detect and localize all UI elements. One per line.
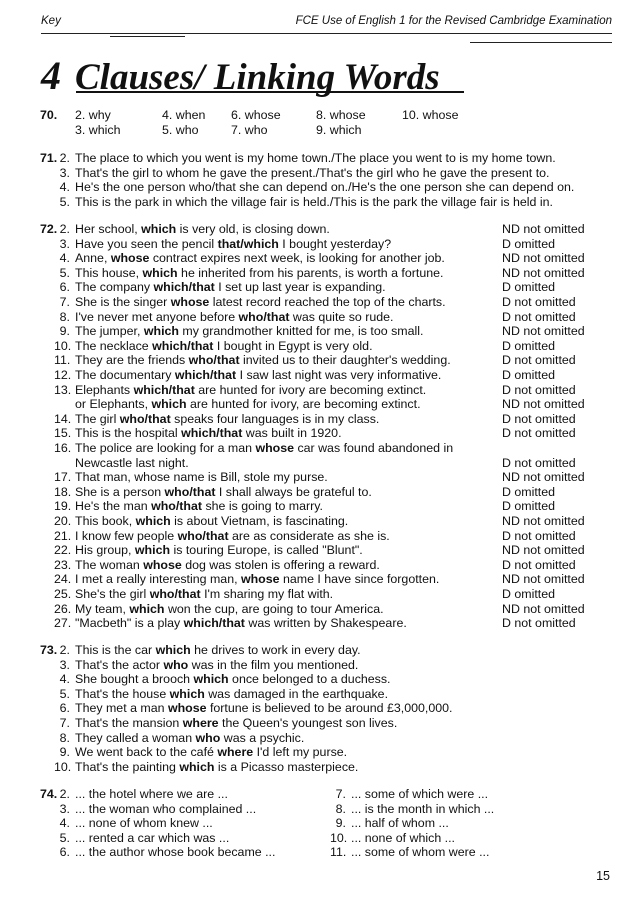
sentence-text: He's the man — [75, 499, 152, 514]
header-divider — [41, 33, 612, 34]
item-number: 8. — [59, 730, 70, 745]
chapter-title: Clauses/ Linking Words — [75, 57, 440, 98]
relative-pronoun: who — [195, 730, 221, 745]
sentence-row — [54, 383, 426, 398]
sentence-text: was quite so rude. — [289, 309, 394, 324]
sentence-text: She is the singer — [75, 295, 171, 309]
sentence-text: That's the painting — [75, 759, 180, 774]
sentence-row — [54, 195, 553, 210]
sentence-text: The police are looking for a man — [75, 441, 256, 455]
sentence-text: This house, — [75, 265, 143, 280]
clause-type-result: D omitted — [502, 280, 556, 295]
sentence-text: I set up last year is expanding. — [214, 280, 386, 295]
sentence-text: That's the girl to whom he gave the present./That's the girl who he gave the present to. — [75, 165, 550, 180]
item-number: 27. — [54, 616, 72, 631]
relative-pronoun: which/that — [153, 280, 215, 295]
exercise-number: 73. — [40, 643, 58, 657]
phrase-row — [330, 802, 494, 817]
relative-pronoun: whose — [167, 701, 207, 716]
relative-pronoun: whose — [143, 557, 182, 572]
clause-type-result: D not omitted — [502, 295, 576, 309]
sentence-text: This is the car — [75, 643, 156, 657]
sentence-row — [54, 151, 556, 166]
sentence-text: His group, — [75, 543, 135, 558]
answer: 4. when — [162, 108, 206, 122]
item-number: 18. — [54, 484, 72, 499]
sentence-row — [54, 485, 372, 500]
relative-pronoun: which — [155, 643, 191, 657]
sentence-row — [54, 658, 358, 673]
sentence-text: She's the girl — [75, 587, 150, 601]
sentence-text: is touring Europe, is called "Blunt". — [170, 543, 363, 558]
clause-type-result: D not omitted — [502, 382, 576, 397]
clause-type-result: ND not omitted — [502, 222, 585, 236]
phrase-text: ... none of which ... — [351, 830, 456, 845]
exercise-number: 70. — [40, 108, 58, 122]
answer: 7. who — [231, 123, 268, 137]
item-number: 6. — [59, 701, 70, 716]
answer: 6. whose — [231, 108, 281, 122]
phrase-row — [54, 787, 228, 802]
relative-pronoun: which — [142, 265, 178, 280]
sentence-row — [54, 368, 441, 383]
sentence-text: The documentary — [75, 368, 175, 382]
sentence-text: Her school, — [75, 222, 142, 236]
relative-pronoun: who/that — [151, 499, 202, 514]
sentence-text: was in the film you mentioned. — [188, 657, 359, 672]
relative-pronoun: which — [151, 397, 187, 412]
sentence-text: is very old, is closing down. — [176, 222, 330, 236]
exercise-number: 74. — [40, 787, 58, 801]
sentence-text: Have you seen the pencil — [75, 236, 218, 251]
relative-pronoun: which — [143, 324, 179, 339]
sentence-text: This is the hospital — [75, 426, 182, 441]
item-number: 3. — [59, 165, 70, 180]
item-number: 7. — [59, 716, 70, 730]
sentence-row — [54, 731, 304, 746]
answer: 2. why — [75, 108, 111, 122]
sentence-text: I know few people — [75, 528, 178, 543]
clause-type-result: D omitted — [502, 338, 556, 353]
sentence-row — [54, 543, 363, 558]
phrase-text: ... is the month in which ... — [351, 801, 495, 816]
item-number: 9. — [59, 745, 70, 760]
sentence-row — [54, 760, 358, 775]
sentence-row — [54, 237, 391, 252]
chapter-number: 4 — [41, 53, 61, 98]
item-number: 21. — [54, 528, 72, 543]
clause-type-result: D omitted — [502, 484, 556, 499]
relative-pronoun: whose — [240, 572, 280, 587]
relative-pronoun: whose — [110, 251, 150, 266]
item-number: 3. — [59, 657, 70, 672]
answer: 3. which — [75, 123, 121, 137]
sentence-text: We went back to the café — [75, 745, 218, 760]
item-number: 4. — [59, 672, 70, 687]
phrase-row — [330, 831, 455, 846]
relative-pronoun: which/that — [133, 382, 195, 397]
phrase-text: ... half of whom ... — [351, 816, 449, 831]
phrase-text: ... some of whom were ... — [351, 845, 490, 860]
sentence-row — [54, 514, 348, 529]
answer: 10. whose — [402, 108, 459, 122]
sentence-text: dog was stolen is offering a reward. — [181, 557, 380, 572]
item-number: 6. — [59, 280, 70, 295]
item-number: 9. — [59, 324, 70, 339]
relative-pronoun: who/that — [177, 528, 229, 543]
answer: 5. who — [162, 123, 199, 137]
sentence-text: They called a woman — [75, 730, 196, 745]
sentence-row — [54, 166, 549, 181]
sentence-text: This book, — [75, 514, 136, 528]
sentence-text: are as considerate as she is. — [228, 528, 390, 543]
relative-pronoun: who/that — [164, 484, 216, 499]
sentence-row — [54, 324, 423, 339]
sentence-row — [54, 745, 347, 760]
sentence-text: That's the mansion — [75, 716, 183, 730]
item-number: 5. — [59, 830, 70, 845]
clause-type-result: D not omitted — [502, 557, 576, 572]
sentence-text: was a psychic. — [220, 730, 305, 745]
item-number: 25. — [54, 587, 72, 601]
phrase-row — [54, 802, 256, 817]
item-number: 4. — [59, 251, 70, 266]
clause-type-result: ND not omitted — [502, 514, 585, 528]
item-number: 6. — [59, 845, 70, 860]
sentence-text: I shall always be grateful to. — [215, 484, 372, 499]
clause-type-result: D not omitted — [502, 528, 576, 543]
item-number: 4. — [59, 816, 70, 831]
clause-type-result: D omitted — [502, 236, 556, 251]
sentence-text: once belonged to a duchess. — [228, 672, 391, 687]
sentence-text: car was found abandoned in — [294, 441, 454, 455]
sentence-text: latest record reached the top of the charts. — [209, 295, 446, 309]
item-number: 5. — [59, 686, 70, 701]
item-number: 7. — [59, 295, 70, 309]
clause-type-result: ND not omitted — [502, 470, 585, 485]
item-number: 7. — [335, 787, 346, 801]
clause-type-result: ND not omitted — [502, 397, 585, 412]
phrase-row — [54, 816, 213, 831]
item-number: 3. — [59, 236, 70, 251]
sentence-text: name I have since forgotten. — [279, 572, 440, 587]
sentence-text: invited us to their daughter's wedding. — [239, 353, 451, 368]
title-underline — [76, 91, 464, 93]
sentence-text: are hunted for ivory, are becoming extinct. — [186, 397, 421, 412]
phrase-text: ... some of which were ... — [351, 787, 489, 801]
sentence-text: Elephants — [75, 382, 134, 397]
item-number: 22. — [54, 543, 72, 558]
item-number: 26. — [54, 601, 72, 616]
clause-type-result: D not omitted — [502, 426, 576, 441]
sentence-text: This is the park in which the village fair is held./This is the park the village fair is held in. — [75, 194, 553, 209]
sentence-row — [54, 397, 421, 412]
relative-pronoun: which — [193, 672, 229, 687]
item-number: 2. — [59, 787, 70, 801]
clause-type-result: ND not omitted — [502, 572, 585, 587]
sentence-text: fortune is believed to be around £3,000,000. — [206, 701, 453, 716]
item-number: 5. — [59, 194, 70, 209]
relative-pronoun: who/that — [119, 411, 171, 426]
clause-type-result: ND not omitted — [502, 324, 585, 339]
item-number: 4. — [59, 180, 70, 195]
sentence-text: the Queen's youngest son lives. — [218, 716, 398, 730]
sentence-text: was damaged in the earthquake. — [204, 686, 389, 701]
relative-pronoun: which — [135, 514, 171, 528]
sentence-text: The company — [75, 280, 154, 295]
clause-type-result: ND not omitted — [502, 543, 585, 558]
sentence-text: I'm sharing my flat with. — [200, 587, 334, 601]
relative-pronoun: which/that — [152, 338, 214, 353]
phrase-row — [330, 845, 489, 860]
clause-type-result: D not omitted — [502, 353, 576, 368]
sentence-text: My team, — [75, 601, 130, 616]
item-number: 10. — [54, 759, 72, 774]
relative-pronoun: which — [179, 759, 215, 774]
sentence-text: contract expires next week, is looking for another job. — [149, 251, 445, 266]
item-number: 2. — [59, 222, 70, 236]
item-number: 2. — [59, 151, 70, 165]
phrase-row — [54, 831, 229, 846]
relative-pronoun: which — [129, 601, 165, 616]
header-divider-short — [110, 36, 185, 37]
sentence-text: are hunted for ivory are becoming extinct. — [194, 382, 427, 397]
sentence-text: speaks four languages is in my class. — [170, 411, 380, 426]
sentence-row — [54, 222, 330, 237]
clause-type-result: D omitted — [502, 368, 556, 382]
phrase-text: ... the author whose book became ... — [75, 845, 276, 860]
relative-pronoun: where — [182, 716, 219, 730]
sentence-text: "Macbeth" is a play — [75, 616, 184, 631]
sentence-row — [54, 602, 384, 617]
phrase-text: ... none of whom knew ... — [75, 816, 213, 831]
sentence-text: That's the house — [75, 686, 170, 701]
clause-type-result: D not omitted — [502, 309, 576, 324]
sentence-text: he drives to work in every day. — [190, 643, 361, 657]
sentence-text: won the cup, are going to tour America. — [164, 601, 384, 616]
item-number: 11. — [54, 353, 71, 368]
item-number: 10. — [54, 338, 72, 353]
sentence-row — [54, 426, 342, 441]
sentence-text: The girl — [75, 411, 120, 426]
sentence-row — [54, 295, 446, 310]
sentence-row — [54, 266, 443, 281]
sentence-text: She is a person — [75, 484, 165, 499]
sentence-row — [54, 687, 388, 702]
sentence-row — [54, 310, 394, 325]
exercise-number: 71. — [40, 151, 58, 165]
item-number: 13. — [54, 382, 72, 397]
answer: 8. whose — [316, 108, 366, 122]
exercise-number: 72. — [40, 222, 58, 236]
header-divider-right — [470, 42, 612, 43]
sentence-text: I bought in Egypt is very old. — [213, 338, 373, 353]
sentence-text: They met a man — [75, 701, 168, 716]
clause-type-result: D not omitted — [502, 455, 576, 470]
item-number: 11. — [330, 845, 347, 860]
sentence-text: I met a really interesting man, — [75, 572, 241, 587]
clause-type-result: ND not omitted — [502, 251, 585, 266]
sentence-row — [54, 470, 328, 485]
item-number: 8. — [59, 309, 70, 324]
sentence-text: I bought yesterday? — [278, 236, 392, 251]
relative-pronoun: who/that — [238, 309, 290, 324]
sentence-row — [54, 558, 380, 573]
relative-pronoun: who/that — [188, 353, 240, 368]
sentence-text: my grandmother knitted for me, is too small. — [178, 324, 424, 339]
relative-pronoun: which — [134, 543, 171, 558]
clause-type-result: D omitted — [502, 499, 556, 514]
header-left: Key — [41, 15, 61, 27]
sentence-row — [54, 643, 361, 658]
item-number: 19. — [54, 499, 72, 514]
sentence-row — [54, 616, 407, 631]
item-number: 16. — [54, 441, 72, 455]
sentence-row — [54, 441, 453, 456]
sentence-text: The place to which you went is my home town./The place you went to is my home town. — [75, 151, 556, 165]
sentence-row — [54, 716, 397, 731]
sentence-row — [54, 499, 323, 514]
sentence-text: Anne, — [75, 251, 111, 266]
item-number: 20. — [54, 514, 72, 528]
sentence-text: I saw last night was very informative. — [236, 368, 442, 382]
sentence-row — [54, 353, 451, 368]
sentence-row — [54, 456, 189, 471]
sentence-row — [54, 572, 439, 587]
sentence-text: The woman — [75, 557, 144, 572]
phrase-row — [330, 816, 449, 831]
item-number: 17. — [54, 470, 72, 485]
sentence-text: I've never met anyone before — [75, 309, 239, 324]
sentence-text: was built in 1920. — [242, 426, 342, 441]
sentence-text: They are the friends — [75, 353, 189, 368]
clause-type-result: D not omitted — [502, 616, 576, 631]
item-number: 10. — [330, 830, 348, 845]
sentence-text: He's the one person who/that she can depend on./He's the one person she can depend on. — [75, 180, 575, 195]
sentence-row — [54, 587, 333, 602]
item-number: 8. — [335, 801, 346, 816]
relative-pronoun: which/that — [174, 368, 237, 382]
sentence-text: or Elephants, — [75, 397, 152, 412]
relative-pronoun: who/that — [149, 587, 201, 601]
relative-pronoun: whose — [170, 295, 210, 309]
clause-type-result: ND not omitted — [502, 265, 585, 280]
item-number: 2. — [59, 643, 70, 657]
item-number: 23. — [54, 557, 72, 572]
item-number: 24. — [54, 572, 72, 587]
page-number: 15 — [596, 869, 610, 883]
item-number: 9. — [335, 816, 346, 831]
sentence-text: is a Picasso masterpiece. — [214, 759, 359, 774]
item-number: 15. — [54, 426, 72, 441]
sentence-row — [54, 339, 373, 354]
phrase-row — [330, 787, 488, 802]
relative-pronoun: which/that — [181, 426, 243, 441]
phrase-text: ... the hotel where we are ... — [75, 787, 228, 801]
sentence-row — [54, 180, 574, 195]
relative-pronoun: that/which — [217, 236, 279, 251]
sentence-row — [54, 280, 386, 295]
sentence-text: Newcastle last night. — [75, 455, 189, 470]
sentence-row — [54, 672, 391, 687]
relative-pronoun: who — [163, 657, 189, 672]
sentence-row — [54, 529, 390, 544]
sentence-row — [54, 251, 445, 266]
answer: 9. which — [316, 123, 362, 137]
relative-pronoun: which — [169, 686, 205, 701]
sentence-row — [54, 412, 379, 427]
sentence-text: she is going to marry. — [202, 499, 323, 514]
phrase-row — [54, 845, 275, 860]
sentence-text: I'd left my purse. — [253, 745, 348, 760]
item-number: 5. — [59, 265, 70, 280]
relative-pronoun: which/that — [183, 616, 245, 631]
phrase-text: ... the woman who complained ... — [75, 801, 257, 816]
item-number: 12. — [54, 368, 72, 382]
sentence-text: That's the actor — [75, 657, 164, 672]
sentence-text: The jumper, — [75, 324, 144, 339]
clause-type-result: D omitted — [502, 587, 556, 601]
item-number: 14. — [54, 411, 72, 426]
relative-pronoun: where — [217, 745, 254, 760]
phrase-text: ... rented a car which was ... — [75, 830, 230, 845]
sentence-text: is about Vietnam, is fascinating. — [170, 514, 349, 528]
clause-type-result: D not omitted — [502, 411, 576, 426]
sentence-row — [54, 701, 452, 716]
clause-type-result: ND not omitted — [502, 601, 585, 616]
sentence-text: The necklace — [75, 338, 153, 353]
sentence-text: was written by Shakespeare. — [244, 616, 407, 631]
sentence-text: She bought a brooch — [75, 672, 194, 687]
sentence-text: That man, whose name is Bill, stole my purse. — [75, 470, 328, 485]
relative-pronoun: whose — [255, 441, 295, 455]
header-right: FCE Use of English 1 for the Revised Cambridge Examination — [295, 15, 612, 27]
sentence-text: he inherited from his parents, is worth a fortune. — [177, 265, 444, 280]
relative-pronoun: which — [141, 222, 177, 236]
item-number: 3. — [59, 801, 70, 816]
